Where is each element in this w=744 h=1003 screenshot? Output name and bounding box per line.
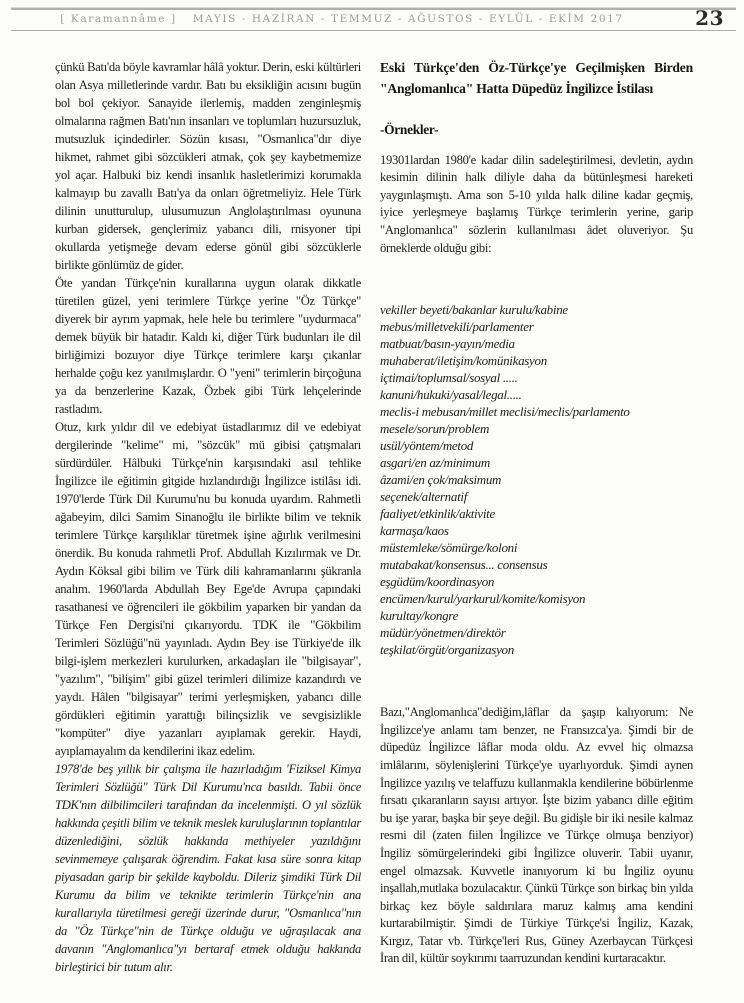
term-list-item: faaliyet/etkinlik/aktivite bbox=[380, 506, 495, 522]
term-list-item: muhaberat/iletişim/komünikasyon bbox=[380, 353, 547, 369]
header-top-rule bbox=[11, 7, 736, 10]
term-list-item: kurultay/kongre bbox=[380, 608, 459, 624]
term-list-item: içtimai/toplumsal/sosyal ..... bbox=[380, 370, 518, 386]
term-list bbox=[380, 301, 693, 658]
paragraph-continued: çünkü Batı'da böyle kavramlar hâlâ yoktur. Derin, eski kültürleri olan Asya milletlerinde vardır. Batı bu eksikliğin acısını bugün bol bol çekiyor. Sanayide ilerlemiş, madden zenginleşmiş olmalarına rağmen Batı'nın insanları ve toplumları huzursuzluk, mutsuzluk içindedirler. Sözün kısası, "Osmanlıca"dır diye hikmet, rahmet gibi sözcükleri atmak, çok şey kaybetmemize yol açar. Halbuki biz kendi insanlık hasletlerimizi korumakla kalmayıp bu zavallı Batı'ya da onları öğretmeliyiz. Hele Türk dilinin unutturulup, ulusumuzun Anglolaştırılması oyununa kurban gidersek, gençlerimiz yabancı dili, rnisyoner tipi okullarda yetişmeğe devam ederse gönül gibi sözcüklerle birlikte gönlümüz de gider. bbox=[55, 60, 361, 272]
term-list-item: mesele/sorun/problem bbox=[380, 421, 490, 437]
right-column bbox=[380, 58, 693, 968]
term-list-item: eşgüdüm/koordinasyon bbox=[380, 574, 495, 590]
left-column bbox=[55, 58, 361, 976]
term-list-item: encümen/kurul/yarkurul/komite/komisyon bbox=[380, 591, 586, 607]
header bbox=[0, 13, 684, 25]
term-list-item: matbuat/basın-yayın/media bbox=[380, 336, 515, 352]
term-list-item: asgari/en az/minimum bbox=[380, 455, 490, 471]
term-list-item: mebus/milletvekili/parlamenter bbox=[380, 319, 534, 335]
paragraph: Otuz, kırk yıldır dil ve edebiyat üstadlarımız dil ve edebiyat dergilerinde "kelime" mi, "sözcük" mü gibisi çatışmaları sürdürdüler. Hâlbuki Türkçe'nin karşısındaki asıl tehlike İngilizce ile eğitimin gitgide hızlandırdığı İngilizce istilâsı idi. 1970'lerde Türk Dil Kurumu'nu bu konuda uyardım. Rahmetli ağabeyim, dilci Samim Sinanoğlu ile birlikte bilim ve teknik terimlere Türkçe karşılıklar türetmek işine ağırlık verilmesini önerdik. Bu konuda rahmetli Prof. Abdullah Kızılırmak ve Dr. Aydın Köksal gibi bilim ve Türk dili kahramanlarını şükranla analım. 1960'larda Abdullah Bey Ege'de Avrupa çapındaki rasathanesi ve öğrencileri ile gökbilim yaparken bir yandan da Türkçe Fen Dergisi'ni çıkarıyordu. TDK ile "Gökbilim Terimleri Sözlüğü"nü yayınladı. Aydın Bey ise Türkiye'de ilk bilgi-işlem merkezleri kurulurken, arkadaşları ile "bilgisayar", "yazılım", "bilişim" gibi güzel terimleri dilimize kazandırdı ve yaydı. Hâlen "bilgisayar" terimi yerleşmişken, yabancı dille gördükleri eğitimin yarattığı bilinçsizlik ve sevgisizlikle "kompüter" diye yazanları ayıplamak gerekir. Haydi, ayıplamayalım da kendilerini ikaz edelim. bbox=[55, 420, 361, 758]
header-bottom-rule bbox=[11, 30, 736, 31]
examples-heading: -Örnekler- bbox=[380, 122, 439, 137]
paragraph: Öte yandan Türkçe'nin kurallarına uygun olarak dikkatle türetilen güzel, yeni terimlere Türkçe yerine "Öz Türkçe" diyerek bir ayrım yapmak, hele hele bu terimlere "uydurmaca" demek büyük bir hatadır. Kaldı ki, diğer Türk budunları ile dil birliğimizi bozuyor diye Türkçe terimlere karşı çıkanlar herhalde çoğu kez yanılmışlardır. O "yeni" terimlerin birçoğuna ya da benzerlerine Kazak, Özbek gibi Türk lehçelerinde rastladım. bbox=[55, 276, 361, 416]
intro-paragraph: 19301lardan 1980'e kadar dilin sadeleştirilmesi, devletin, aydın kesimin dilinin halk diliyle daha da bütünleşmesi hareketi yaygınlaşmıştı. Ama son 5-10 yılda halk diline kadar geçmiş, iyice yerleşmeye başlamış Türkçe terimlerin yerine, garip "Anglomanlıca" sözlerin kullanılması âdet oluveriyor. Şu örneklerde olduğu gibi: bbox=[380, 152, 693, 255]
closing-paragraph: Bazı,"Anglomanlıca"dediğim,lâflar da şaşıp kalıyorum: Ne İngilizce'ye anlamı tam benzer, ne Fransızca'ya. Şimdi bir de düpedüz İngilizce lâflar moda oldu. Az evvel hiç olmazsa imlâlarını, söylenişlerini Türkçe'ye uyarlıyorduk. Şimdi aynen İngilizce yazılış ve telaffuzu kullanmakla kendilerine böbürlenme fırsatı çıkaranların sayısı artıyor. İşte bizim yabancı dille eğitim bu işe yarar, başka bir şeye değil. Bu gidişle bir iki nesile kalmaz resmi dil (zaten fiilen İngilizce ve Türkçe olmuşa benziyor) İngiliz sömürgelerindeki gibi İngilizce oluverir. Tabii uyanır, engel olmazsak. Kuvvetle inanıyorum ki bu İngiliz oyunu inşallah,mutlaka bozulacaktır. Çünkü Türkçe son birkaç bin yılda birkaç kez böyle saldırılara maruz kalmış ama kendini kurtarabilmiştir. Şimdi de Türkiye Türkçe'si İngiliz, Kazak, Kırgız, Tatar vb. Türkçe'leri Rus, Güney Azerbaycan Türkçesi İran dil, kültür soykırımı taarruzundan kendini kurtaracaktır. bbox=[380, 705, 693, 966]
term-list-item: mutabakat/konsensus... consensus bbox=[380, 557, 548, 573]
paragraph-quote: 1978'de beş yıllık bir çalışma ile hazırladığım 'Fiziksel Kimya Terimleri Sözlüğü" Türk Dil Kurumu'nca basıldı. Tabii önce TDK'nın dilbilimcileri tarafından da incelenmişti. O yıl sözlük hakkında çeşitli bilim ve teknik meslek kuruluşlarının toplantılar düzenlediğini, sözlük hakkında methiyeler yazıldığını sevinmemeye çalışarak öğrendim. Fakat kısa süre sonra kitap piyasadan garip bir şekilde kayboldu. Dileriz şimdiki Türk Dil Kurumu da bilim ve teknikte terimlerin Türkçe'nin ana kurallarıyla türetilmesi gereği üzerinde durur, "Osmanlıca"nın da "Öz Türkçe"nin de Türkçe olduğu ve uğraşılacak ana davanın "Anglomanlıca"yı bertaraf etmek olduğu hakkında birleştirici bir tutum alır. bbox=[55, 762, 361, 974]
term-list-item: usül/yöntem/metod bbox=[380, 438, 474, 454]
term-list-item: seçenek/alternatif bbox=[380, 489, 468, 505]
page-number: 23 bbox=[695, 6, 724, 30]
journal-name: [ Karamannâme ] bbox=[60, 13, 177, 25]
issue-months: MAYIS - HAZİRAN - TEMMUZ - AĞUSTOS - EYLÜL - EKİM 2017 bbox=[192, 13, 624, 25]
term-list-item: âzami/en çok/maksimum bbox=[380, 472, 502, 488]
term-list-item: karmaşa/kaos bbox=[380, 523, 449, 539]
article-title: Eski Türkçe'den Öz-Türkçe'ye Geçilmişken Birden "Anglomanlıca" Hatta Düpedüz İngilizce İstilası bbox=[380, 60, 693, 96]
term-list-item: müdür/yönetmen/direktör bbox=[380, 625, 506, 641]
term-list-item: teşkilat/örgüt/organizasyon bbox=[380, 642, 514, 658]
term-list-item: vekiller beyeti/bakanlar kurulu/kabine bbox=[380, 302, 568, 318]
term-list-item: kanuni/hukuki/yasal/legal..... bbox=[380, 387, 522, 403]
term-list-item: meclis-i mebusan/millet meclisi/meclis/parlamento bbox=[380, 404, 630, 420]
term-list-item: müstemleke/sömürge/koloni bbox=[380, 540, 518, 556]
